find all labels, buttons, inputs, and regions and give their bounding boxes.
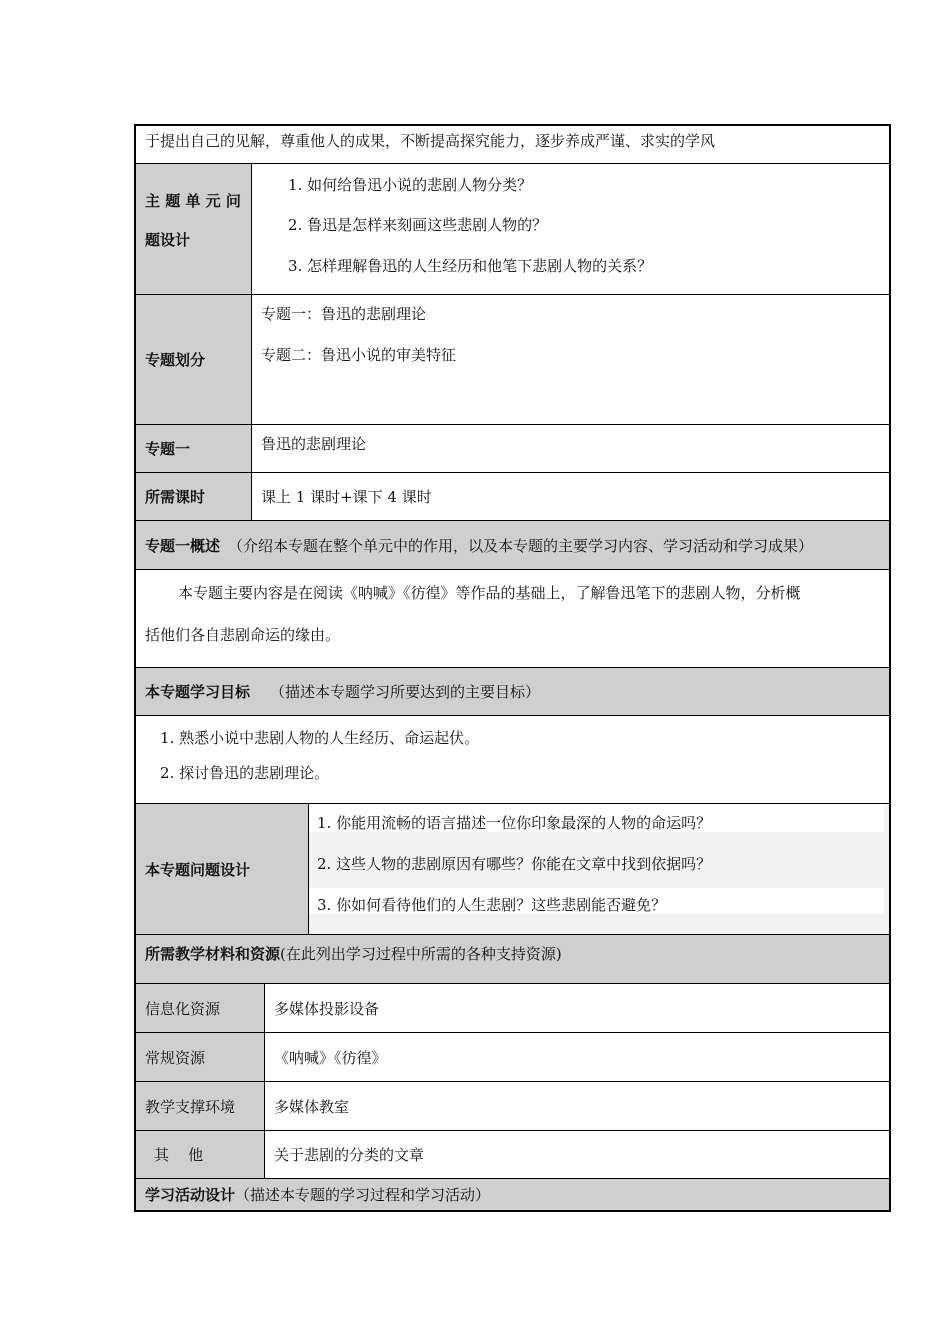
resource-row [136, 1082, 889, 1131]
unit-question-item: 2. 鲁迅是怎样来刻画这些悲剧人物的？ [288, 216, 548, 234]
overview-body-text [136, 570, 889, 667]
resource-value: 《呐喊》《彷徨》 [274, 1048, 387, 1067]
unit-question-label-line1: 主 题 单 元 问 [145, 192, 241, 210]
unit-question-item: 1. 如何给鲁迅小说的悲剧人物分类？ [288, 176, 533, 194]
class-hours-label: 所需课时 [136, 473, 252, 520]
resource-row [136, 1131, 889, 1179]
unit-question-item: 3. 怎样理解鲁迅的人生经历和他笔下悲剧人物的关系？ [288, 257, 653, 275]
topic-question-label: 本专题问题设计 [136, 804, 309, 934]
intro-row [136, 124, 889, 164]
topic-division-item: 专题二：鲁迅小说的审美特征 [261, 346, 457, 364]
overview-body [136, 570, 889, 668]
activities-title: 学习活动设计 [145, 1186, 236, 1204]
resource-row [136, 984, 889, 1033]
topic-question-list [309, 804, 889, 934]
class-hours-row [136, 473, 889, 521]
resources-header-text [136, 935, 889, 964]
topic-division-item: 专题一：鲁迅的悲剧理论 [261, 305, 427, 323]
goals-title: 本专题学习目标 [145, 683, 251, 701]
topic-one-value: 鲁迅的悲剧理论 [261, 435, 367, 453]
resource-label: 其 他 [136, 1131, 265, 1178]
unit-question-label [136, 164, 252, 294]
resource-value: 关于悲剧的分类的文章 [274, 1146, 425, 1164]
goals-hint: （描述本专题学习所要达到的主要目标） [270, 683, 541, 701]
activities-header-text [136, 1184, 889, 1205]
overview-header-text [136, 535, 889, 556]
overview-line: 本专题主要内容是在阅读《呐喊》《彷徨》等作品的基础上，了解鲁迅笔下的悲剧人物，分析概 [178, 584, 801, 602]
overview-hint: （介绍本专题在整个单元中的作用，以及本专题的主要学习内容、学习活动和学习成果） [228, 536, 814, 555]
topic-division-row [136, 295, 889, 425]
overview-title: 专题一概述 [145, 536, 221, 555]
topic-one-row [136, 425, 889, 473]
resource-label: 常规资源 [136, 1033, 265, 1081]
class-hours-value: 课上 1 课时+课下 4 课时 [261, 488, 432, 506]
resource-label: 教学支撑环境 [136, 1082, 265, 1130]
unit-question-label-line2: 题设计 [145, 231, 191, 249]
resource-label: 信息化资源 [136, 984, 265, 1032]
goals-header-text [136, 681, 889, 702]
overview-line: 括他们各自悲剧命运的缘由。 [145, 626, 341, 644]
resource-value: 多媒体投影设备 [274, 999, 380, 1018]
activities-hint: （描述本专题的学习过程和学习活动） [235, 1186, 491, 1204]
goals-list [136, 716, 889, 803]
goals-header [136, 668, 889, 716]
goal-item: 1. 熟悉小说中悲剧人物的人生经历、命运起伏。 [160, 729, 480, 747]
topic-question-row [136, 804, 889, 935]
resources-header [136, 935, 889, 984]
topic-question-item: 2. 这些人物的悲剧原因有哪些？你能在文章中找到依据吗？ [317, 855, 712, 873]
topic-question-item: 1. 你能用流畅的语言描述一位你印象最深的人物的命运吗？ [317, 814, 712, 832]
resources-hint: (在此列出学习过程中所需的各种支持资源) [280, 945, 562, 963]
topic-question-item: 3. 你如何看待他们的人生悲剧？这些悲剧能否避免？ [317, 896, 667, 914]
unit-question-list [252, 164, 889, 294]
unit-question-row [136, 164, 889, 295]
overview-header [136, 521, 889, 570]
lesson-plan-table [134, 124, 891, 1212]
topic-one-label: 专题一 [136, 425, 252, 472]
goals-body [136, 716, 889, 804]
activities-header [136, 1179, 889, 1212]
intro-text: 于提出自己的见解，尊重他人的成果，不断提高探究能力，逐步养成严谨、求实的学风 [145, 132, 716, 150]
topic-division-list [252, 295, 889, 424]
resource-value: 多媒体教室 [274, 1097, 350, 1116]
topic-division-label: 专题划分 [136, 295, 252, 424]
resources-title: 所需教学材料和资源 [145, 945, 281, 963]
resource-row [136, 1033, 889, 1082]
goal-item: 2. 探讨鲁迅的悲剧理论。 [160, 764, 330, 782]
